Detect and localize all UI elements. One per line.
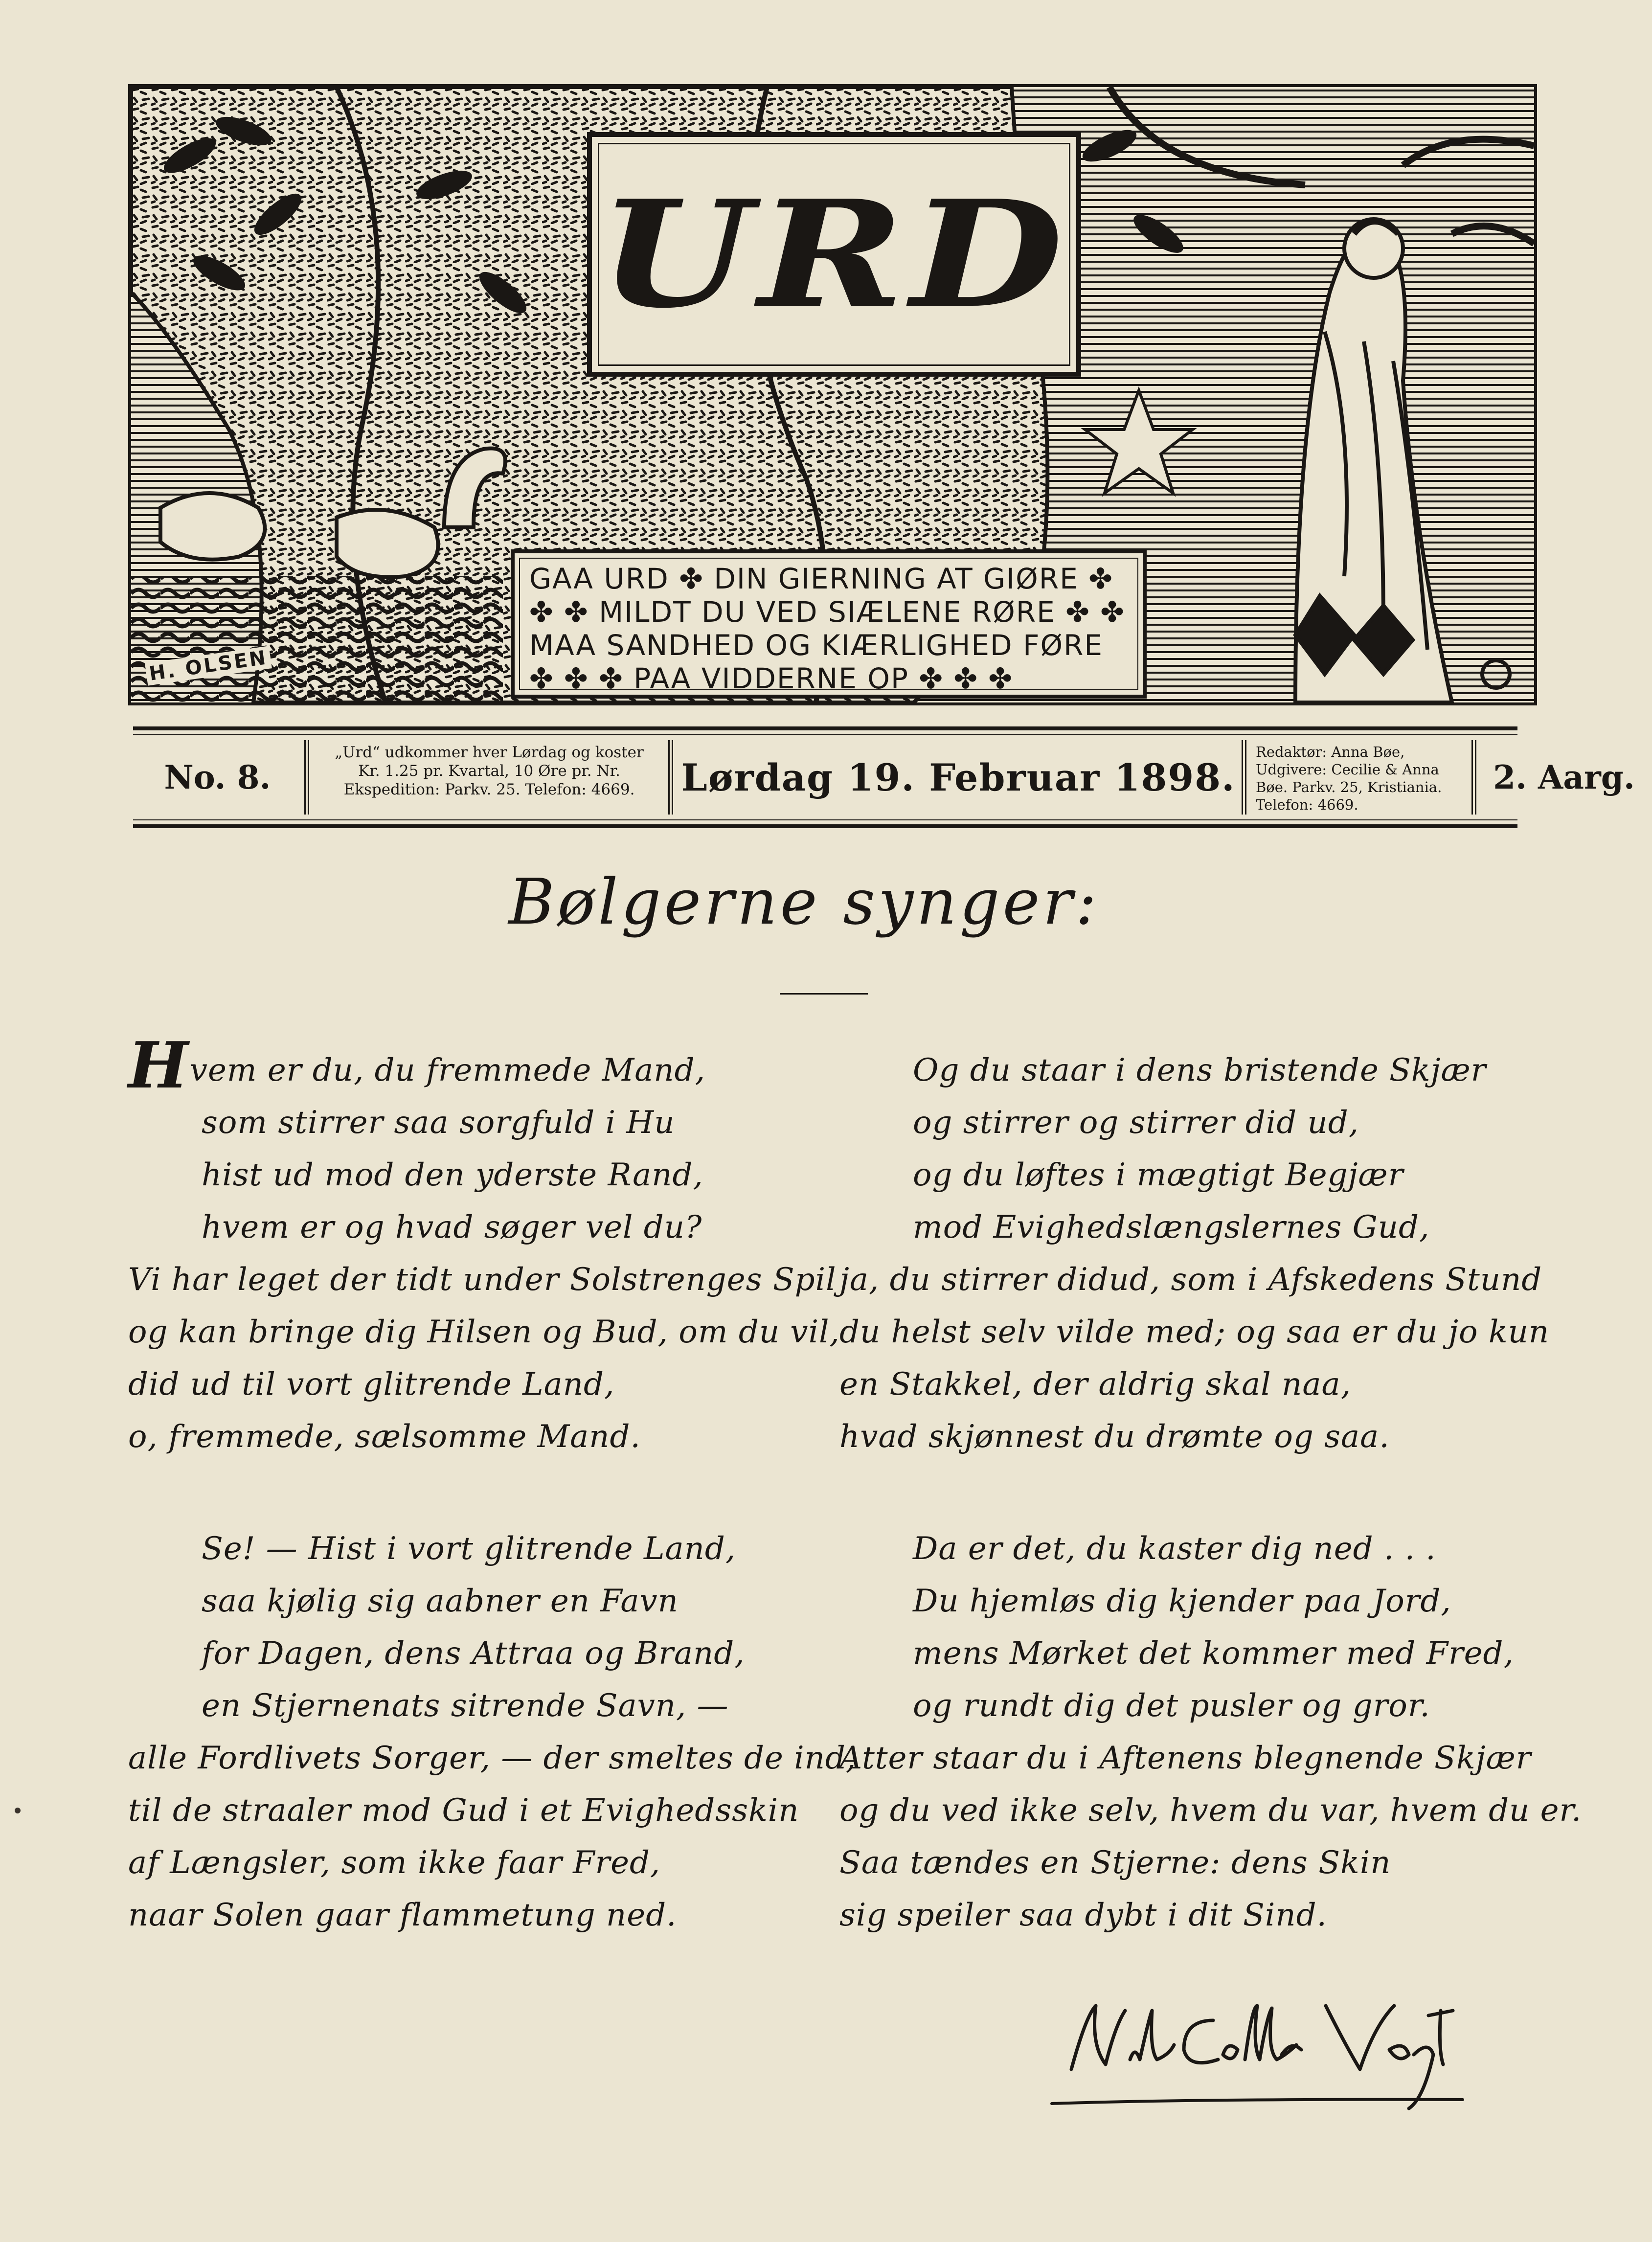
verse-line: o, fremmede, sælsomme Mand. [128, 1419, 641, 1455]
title-rule [780, 993, 868, 995]
margin-speck [15, 1808, 21, 1813]
issue-date: Lørdag 19. Februar 1898. [681, 755, 1236, 799]
verse-line: saa kjølig sig aabner en Favn [202, 1583, 679, 1619]
verse-line: en Stakkel, der aldrig skal naa, [839, 1366, 1351, 1403]
verse-line: mens Mørket det kommer med Fred, [913, 1635, 1514, 1672]
verse-line: og kan bringe dig Hilsen og Bud, om du vil, [128, 1314, 840, 1350]
verse-line: alle Fordlivets Sorger, — der smeltes de ind, [128, 1740, 857, 1776]
verse-line: af Længsler, som ikke faar Fred, [128, 1845, 661, 1881]
verse-line: Saa tændes en Stjerne: dens Skin [839, 1845, 1391, 1881]
verse-line: og stirrer og stirrer did ud, [913, 1105, 1359, 1141]
verse-line: hist ud mod den yderste Rand, [202, 1157, 703, 1193]
verse-line: naar Solen gaar flammetung ned. [128, 1897, 677, 1933]
stanza-2 [839, 1044, 1550, 1463]
verse-line: hvad skjønnest du drømte og saa. [839, 1419, 1390, 1455]
issue-number: No. 8. [164, 758, 271, 796]
verse-line: mod Evighedslængslernes Gud, [913, 1209, 1430, 1246]
poem-title: Bølgerne synger: [508, 866, 1100, 939]
verse-line: og du ved ikke selv, hvem du var, hvem du er. [839, 1792, 1582, 1829]
verse-line: som stirrer saa sorgfuld i Hu [202, 1105, 675, 1141]
verse-line: did ud til vort glitrende Land, [128, 1366, 615, 1403]
editor-info: Redaktør: Anna Bøe, Udgivere: Cecilie & Anna Bøe. Parkv. 25, Kristiania. Telefon: 4669. [1256, 744, 1442, 813]
title-box [587, 132, 1081, 377]
column-divider [1242, 740, 1246, 815]
verse-line: Du hjemløs dig kjender paa Jord, [913, 1583, 1451, 1619]
motto-line: ✤ ✤ MILDT DU VED SIÆLENE RØRE ✤ ✤ [529, 595, 1125, 629]
verse-line: en Stjernenats sitrende Savn, — [202, 1688, 729, 1724]
column-divider [304, 740, 309, 815]
verse-line: for Dagen, dens Attraa og Brand, [202, 1635, 745, 1672]
verse-line: og rundt dig det pusler og gror. [913, 1688, 1430, 1724]
verse-line: Vi har leget der tidt under Solstrenges Spil [128, 1262, 837, 1298]
verse-line: Da er det, du kaster dig ned . . . [913, 1531, 1436, 1567]
drop-cap: H [128, 1028, 189, 1103]
verse-line-text: vem er du, du fremmede Mand, [189, 1052, 705, 1088]
newspaper-title: URD [599, 168, 1069, 340]
verse-line: ja, du stirrer didud, som i Afskedens Stund [839, 1262, 1542, 1298]
stanza-1 [128, 1028, 840, 1463]
verse-line: Atter staar du i Aftenens blegnende Skjær [839, 1740, 1532, 1776]
verse-line: og du løftes i mægtigt Begjær [913, 1157, 1404, 1193]
author-signature [1052, 1986, 1468, 2113]
volume-year: 2. Aarg. [1493, 758, 1635, 796]
subscription-info: „Urd“ udkommer hver Lørdag og koster Kr. 1.25 pr. Kvartal, 10 Øre pr. Nr. Ekspedition: Parkv. 25. Telefon: 4669. [335, 744, 644, 798]
verse-line: Og du staar i dens bristende Skjær [913, 1052, 1487, 1088]
stanza-4 [839, 1523, 1582, 1942]
motto-line: ✤ ✤ ✤ PAA VIDDERNE OP ✤ ✤ ✤ [529, 662, 1014, 695]
masthead-illustration [128, 84, 1537, 705]
info-bar [133, 726, 1635, 828]
motto-box [511, 549, 1147, 699]
stanza-3 [128, 1523, 857, 1942]
verse-line: Se! — Hist i vort glitrende Land, [202, 1531, 736, 1567]
verse-line: du helst selv vilde med; og saa er du jo kun [839, 1314, 1550, 1350]
verse-line [128, 1028, 833, 1103]
verse-line: til de straaler mod Gud i et Evighedsskin [128, 1792, 799, 1829]
verse-line: sig speiler saa dybt i dit Sind. [839, 1897, 1327, 1933]
motto-line: MAA SANDHED OG KIÆRLIGHED FØRE [529, 629, 1104, 662]
verse-line: hvem er og hvad søger vel du? [202, 1209, 702, 1246]
illustrator-signature: H. OLSEN [145, 646, 272, 685]
motto-line: GAA URD ✤ DIN GIERNING AT GIØRE ✤ [529, 562, 1113, 595]
column-divider [668, 740, 673, 815]
